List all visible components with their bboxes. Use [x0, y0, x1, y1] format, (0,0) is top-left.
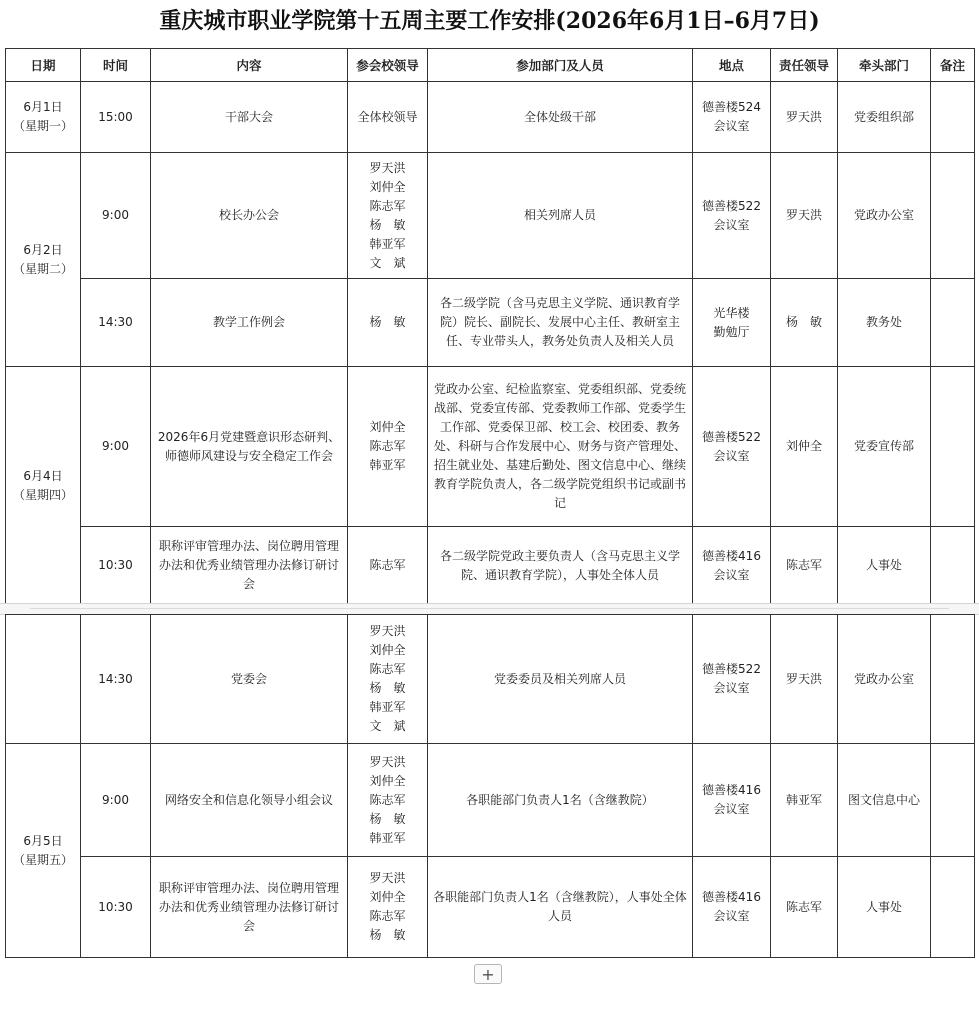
add-row-button[interactable]: + — [474, 964, 502, 984]
responsible-cell: 陈志军 — [771, 857, 838, 958]
time-cell: 9:00 — [81, 744, 151, 857]
time-cell: 10:30 — [81, 857, 151, 958]
table-row — [6, 279, 975, 367]
header-dept: 牵头部门 — [838, 49, 931, 82]
date-cell: 6月2日 （星期二） — [6, 153, 81, 367]
table-row — [6, 82, 975, 153]
leaders-cell: 杨 敏 — [348, 279, 428, 367]
table-row — [6, 153, 975, 279]
header-participants: 参加部门及人员 — [428, 49, 693, 82]
date-cell — [6, 615, 81, 744]
table-row — [6, 527, 975, 605]
participants-cell: 全体处级干部 — [428, 82, 693, 153]
schedule-table-continued — [5, 614, 975, 958]
leaders-cell: 刘仲全 陈志军 韩亚军 — [348, 367, 428, 527]
remark-cell — [931, 82, 975, 153]
table-row — [6, 857, 975, 958]
participants-cell: 各二级学院（含马克思主义学院、通识教育学院）院长、副院长、发展中心主任、教研室主任、专业带头人，教务处负责人及相关人员 — [428, 279, 693, 367]
responsible-cell: 罗天洪 — [771, 615, 838, 744]
responsible-cell: 罗天洪 — [771, 82, 838, 153]
participants-cell: 各二级学院党政主要负责人（含马克思主义学院、通识教育学院），人事处全体人员 — [428, 527, 693, 605]
header-leaders: 参会校领导 — [348, 49, 428, 82]
content-cell: 职称评审管理办法、岗位聘用管理办法和优秀业绩管理办法修订研讨会 — [151, 857, 348, 958]
content-cell: 网络安全和信息化领导小组会议 — [151, 744, 348, 857]
responsible-cell: 韩亚军 — [771, 744, 838, 857]
table-row — [6, 367, 975, 527]
leaders-cell: 全体校领导 — [348, 82, 428, 153]
remark-cell — [931, 279, 975, 367]
content-cell: 职称评审管理办法、岗位聘用管理办法和优秀业绩管理办法修订研讨会 — [151, 527, 348, 605]
location-cell: 德善楼522 会议室 — [693, 615, 771, 744]
participants-cell: 相关列席人员 — [428, 153, 693, 279]
remark-cell — [931, 153, 975, 279]
leaders-cell: 罗天洪 刘仲全 陈志军 杨 敏 — [348, 857, 428, 958]
content-cell: 教学工作例会 — [151, 279, 348, 367]
header-date: 日期 — [6, 49, 81, 82]
header-remark: 备注 — [931, 49, 975, 82]
location-cell: 德善楼416 会议室 — [693, 744, 771, 857]
responsible-cell: 刘仲全 — [771, 367, 838, 527]
remark-cell — [931, 615, 975, 744]
time-cell: 15:00 — [81, 82, 151, 153]
participants-cell: 党政办公室、纪检监察室、党委组织部、党委统战部、党委宣传部、党委教师工作部、党委学生工作部、党委保卫部、校工会、校团委、教务处、科研与合作发展中心、财务与资产管理处、招生就业处、基建后勤处、图文信息中心、继续教育学院负责人，各二级学院党组织书记或副书记 — [428, 367, 693, 527]
content-cell: 2026年6月党建暨意识形态研判、师德师风建设与安全稳定工作会 — [151, 367, 348, 527]
dept-cell: 党委宣传部 — [838, 367, 931, 527]
time-cell: 14:30 — [81, 615, 151, 744]
date-cell: 6月4日 （星期四） — [6, 367, 81, 605]
remark-cell — [931, 367, 975, 527]
dept-cell: 人事处 — [838, 857, 931, 958]
location-cell: 德善楼524 会议室 — [693, 82, 771, 153]
dept-cell: 党政办公室 — [838, 153, 931, 279]
time-cell: 14:30 — [81, 279, 151, 367]
dept-cell: 人事处 — [838, 527, 931, 605]
date-cell: 6月1日 （星期一） — [6, 82, 81, 153]
time-cell: 9:00 — [81, 367, 151, 527]
content-cell: 党委会 — [151, 615, 348, 744]
content-cell: 校长办公会 — [151, 153, 348, 279]
content-cell: 干部大会 — [151, 82, 348, 153]
responsible-cell: 罗天洪 — [771, 153, 838, 279]
table-row — [6, 615, 975, 744]
participants-cell: 各职能部门负责人1名（含继教院） — [428, 744, 693, 857]
page-title: 重庆城市职业学院第十五周主要工作安排(2026年6月1日–6月7日) — [159, 8, 820, 34]
table-header-row — [6, 49, 975, 82]
page-break-line — [30, 608, 949, 609]
header-content: 内容 — [151, 49, 348, 82]
location-cell: 德善楼522 会议室 — [693, 153, 771, 279]
responsible-cell: 杨 敏 — [771, 279, 838, 367]
dept-cell: 党委组织部 — [838, 82, 931, 153]
leaders-cell: 罗天洪 刘仲全 陈志军 杨 敏 韩亚军 文 斌 — [348, 153, 428, 279]
schedule-table — [5, 48, 975, 605]
responsible-cell: 陈志军 — [771, 527, 838, 605]
leaders-cell: 陈志军 — [348, 527, 428, 605]
table-row — [6, 744, 975, 857]
time-cell: 9:00 — [81, 153, 151, 279]
location-cell: 德善楼416 会议室 — [693, 527, 771, 605]
remark-cell — [931, 527, 975, 605]
location-cell: 德善楼416 会议室 — [693, 857, 771, 958]
location-cell: 德善楼522 会议室 — [693, 367, 771, 527]
remark-cell — [931, 744, 975, 857]
header-location: 地点 — [693, 49, 771, 82]
dept-cell: 图文信息中心 — [838, 744, 931, 857]
participants-cell: 各职能部门负责人1名（含继教院），人事处全体人员 — [428, 857, 693, 958]
leaders-cell: 罗天洪 刘仲全 陈志军 杨 敏 韩亚军 文 斌 — [348, 615, 428, 744]
header-time: 时间 — [81, 49, 151, 82]
participants-cell: 党委委员及相关列席人员 — [428, 615, 693, 744]
dept-cell: 党政办公室 — [838, 615, 931, 744]
date-cell: 6月5日 （星期五） — [6, 744, 81, 958]
remark-cell — [931, 857, 975, 958]
location-cell: 光华楼 勤勉厅 — [693, 279, 771, 367]
leaders-cell: 罗天洪 刘仲全 陈志军 杨 敏 韩亚军 — [348, 744, 428, 857]
header-responsible: 责任领导 — [771, 49, 838, 82]
time-cell: 10:30 — [81, 527, 151, 605]
dept-cell: 教务处 — [838, 279, 931, 367]
